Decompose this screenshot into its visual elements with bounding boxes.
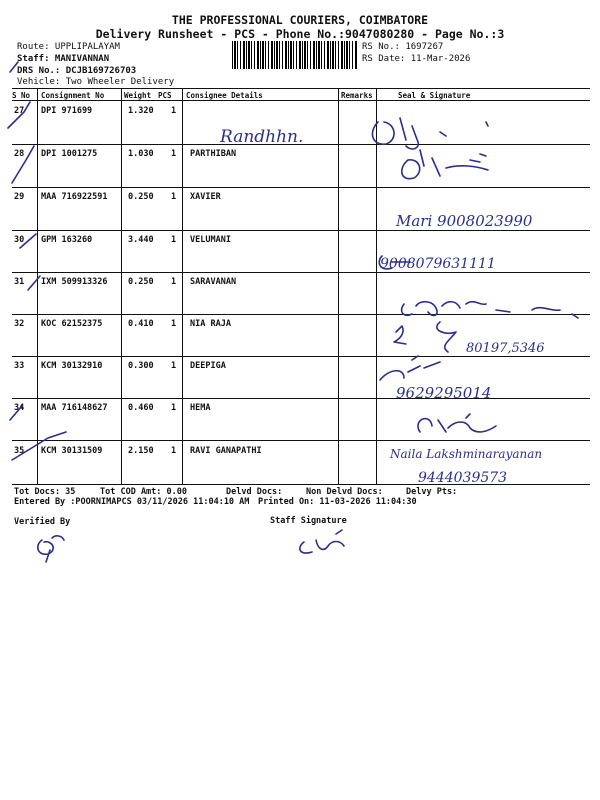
- row-pcs: 1: [171, 149, 177, 159]
- row-consignment: KCM 30132910: [41, 361, 103, 371]
- company-title: THE PROFESSIONAL COURIERS, COIMBATORE: [171, 13, 429, 27]
- row-consignment: IXM 509913326: [41, 277, 108, 287]
- col-weight: Weight: [124, 91, 152, 100]
- row-consignment: GPM 163260: [41, 235, 93, 245]
- row-pcs: 1: [171, 235, 177, 245]
- row-sno: 34: [14, 403, 25, 413]
- row-sno: 32: [14, 319, 25, 329]
- row-consignee: NIA RAJA: [190, 319, 231, 329]
- row-consignment: KOC 62152375: [41, 319, 103, 329]
- row-sno: 35: [14, 446, 25, 456]
- row-weight: 0.410: [128, 319, 154, 329]
- signature-scribble: [402, 150, 488, 179]
- total-docs: Tot Docs: 35: [14, 487, 76, 497]
- signature-scribble: [402, 302, 578, 318]
- row-pcs: 1: [171, 106, 177, 116]
- row-consignee: RAVI GANAPATHI: [190, 446, 262, 456]
- drs-number: DRS No.: DCJB169726703: [17, 66, 137, 76]
- row-consignee: PARTHIBAN: [190, 149, 237, 159]
- tick-mark: [10, 406, 22, 420]
- printed-on: Printed On: 11-03-2026 11:04:30: [258, 497, 417, 507]
- handwritten-phone: 80197,5346: [466, 341, 545, 356]
- row-weight: 0.250: [128, 192, 154, 202]
- row-consignee: DEEPIGA: [190, 361, 226, 371]
- row-weight: 2.150: [128, 446, 154, 456]
- row-sno: 33: [14, 361, 25, 371]
- row-pcs: 1: [171, 361, 177, 371]
- rs-date: RS Date: 11-Mar-2026: [362, 54, 471, 64]
- verified-signature: [38, 536, 64, 562]
- row-pcs: 1: [171, 403, 177, 413]
- tick-mark: [28, 276, 40, 290]
- col-consignee: Consignee Details: [186, 91, 263, 100]
- row-consignment: MAA 716148627: [41, 403, 108, 413]
- col-sno: S No: [12, 91, 31, 100]
- handwritten-phone: 9008079631111: [380, 256, 496, 272]
- col-consignment: Consignment No: [41, 91, 105, 100]
- row-sno: 28: [14, 149, 25, 159]
- row-weight: 1.030: [128, 149, 154, 159]
- total-cod-amount: Tot COD Amt: 0.00: [100, 487, 187, 497]
- row-consignee: SARAVANAN: [190, 277, 237, 287]
- row-consignment: MAA 716922591: [41, 192, 108, 202]
- row-consignee: VELUMANI: [190, 235, 231, 245]
- row-pcs: 1: [171, 192, 177, 202]
- row-sno: 27: [14, 106, 25, 116]
- verified-by-label: Verified By: [14, 517, 71, 527]
- staff-label: Staff: MANIVANNAN: [17, 54, 110, 64]
- signature-scribble: [418, 414, 496, 432]
- tick-mark: [12, 146, 34, 183]
- signature-scribble: [372, 118, 488, 149]
- row-weight: 1.320: [128, 106, 154, 116]
- row-sno: 31: [14, 277, 25, 287]
- rs-number: RS No.: 1697267: [362, 42, 444, 52]
- tick-mark: [12, 432, 66, 460]
- row-consignee: XAVIER: [190, 192, 221, 202]
- row-sno: 30: [14, 235, 25, 245]
- row-weight: 0.460: [128, 403, 154, 413]
- handwritten-phone: Mari 9008023990: [396, 212, 533, 230]
- tick-mark: [8, 102, 30, 128]
- col-remarks: Remarks: [341, 91, 373, 100]
- tick-mark: [10, 62, 18, 72]
- non-delivered-docs: Non Delvd Docs:: [306, 487, 383, 497]
- signature-scribble: [380, 356, 440, 380]
- row-weight: 0.300: [128, 361, 154, 371]
- row-pcs: 1: [171, 446, 177, 456]
- entered-by: Entered By :POORNIMAPCS 03/11/2026 11:04:10 AM: [14, 497, 250, 507]
- staff-signature-scribble: [300, 530, 344, 553]
- runsheet-subtitle: Delivery Runsheet - PCS - Phone No.:9047080280 - Page No.:3: [95, 27, 505, 41]
- delivery-points: Delvy Pts:: [406, 487, 458, 497]
- row-pcs: 1: [171, 319, 177, 329]
- tick-mark: [20, 234, 36, 248]
- handwritten-name: Randhhn.: [220, 127, 304, 147]
- handwritten-phone: 9629295014: [396, 384, 492, 402]
- col-pcs: PCS: [158, 91, 172, 100]
- col-seal: Seal & Signature: [398, 91, 471, 100]
- delivered-docs: Delvd Docs:: [226, 487, 283, 497]
- route-label: Route: UPPLIPALAYAM: [17, 42, 120, 52]
- row-consignment: KCM 30131509: [41, 446, 103, 456]
- row-pcs: 1: [171, 277, 177, 287]
- vehicle-label: Vehicle: Two Wheeler Delivery: [17, 77, 175, 87]
- row-consignment: DPI 971699: [41, 106, 93, 116]
- row-consignment: DPI 1001275: [41, 149, 98, 159]
- row-sno: 29: [14, 192, 25, 202]
- row-consignee: HEMA: [190, 403, 211, 413]
- row-weight: 3.440: [128, 235, 154, 245]
- handwritten-name: Naila Lakshminarayanan: [390, 447, 543, 461]
- row-weight: 0.250: [128, 277, 154, 287]
- signature-scribble: [394, 322, 456, 352]
- handwritten-phone: 9444039573: [418, 470, 508, 486]
- staff-signature-label: Staff Signature: [270, 516, 347, 526]
